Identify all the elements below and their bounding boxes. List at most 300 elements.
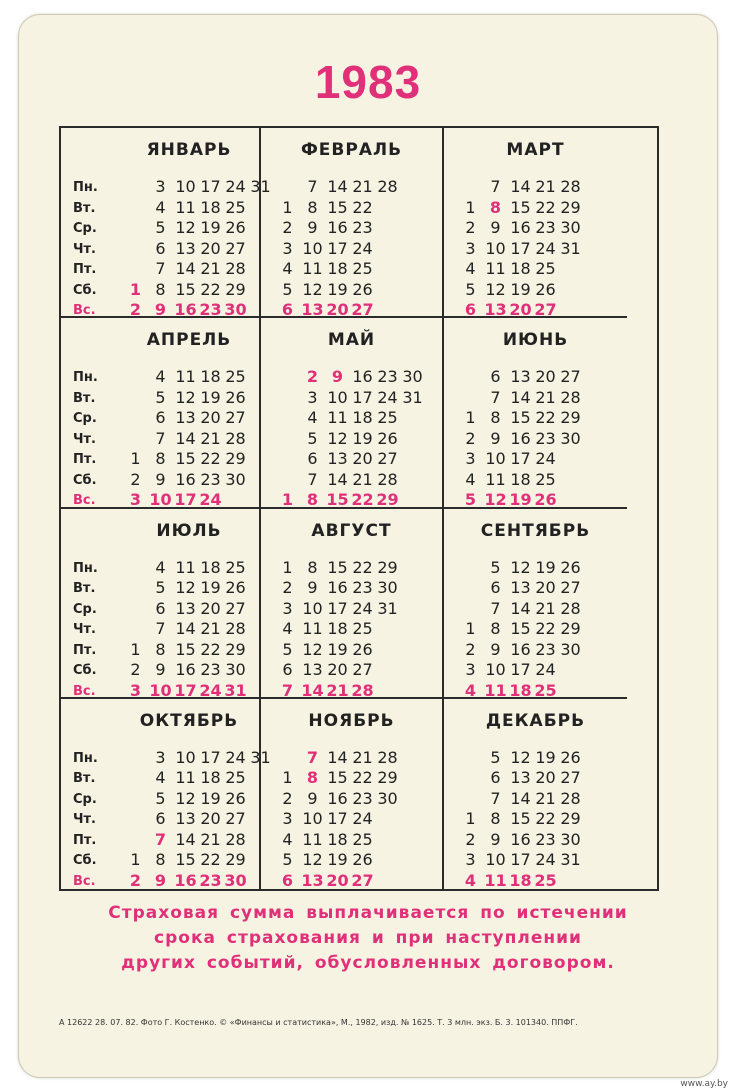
date <box>123 768 148 789</box>
date: 26 <box>225 387 246 407</box>
date: 23 <box>352 788 373 808</box>
date <box>123 177 148 198</box>
date <box>123 809 148 830</box>
calendar-grid <box>59 126 659 891</box>
date: 8 <box>155 449 166 469</box>
date: 30 <box>377 788 398 808</box>
date: 9 <box>490 639 501 659</box>
week-column <box>458 558 483 702</box>
date <box>123 429 148 450</box>
date: 3 <box>155 177 166 196</box>
date: 9 <box>155 469 166 489</box>
date: 10 <box>302 238 323 258</box>
date: 19 <box>535 747 556 767</box>
date: 22 <box>352 197 373 217</box>
date: 6 <box>490 367 501 387</box>
date <box>558 280 583 301</box>
week-column <box>508 558 533 702</box>
date: 2 <box>465 829 476 849</box>
date: 26 <box>352 639 373 659</box>
date: 13 <box>175 809 196 829</box>
calendar-card <box>18 14 718 1078</box>
date <box>458 768 483 789</box>
date: 27 <box>225 598 246 618</box>
date <box>375 809 400 830</box>
date: 27 <box>560 578 581 597</box>
date: 21 <box>200 829 221 849</box>
date <box>275 748 300 769</box>
holiday-date: 27 <box>351 870 374 890</box>
weekday-label: Сб. <box>73 663 97 678</box>
date: 7 <box>490 177 501 196</box>
week-column <box>508 748 533 892</box>
date: 10 <box>175 177 196 196</box>
date: 2 <box>282 578 293 597</box>
date: 17 <box>200 177 221 196</box>
date: 11 <box>175 557 196 577</box>
week-column <box>533 558 558 702</box>
holiday-date: 18 <box>509 870 532 890</box>
date: 1 <box>465 619 476 638</box>
date <box>558 660 583 681</box>
date: 6 <box>155 598 166 618</box>
date: 4 <box>307 408 318 428</box>
date: 18 <box>327 619 348 638</box>
date: 10 <box>327 387 348 407</box>
date: 22 <box>535 197 556 217</box>
date: 7 <box>490 598 501 618</box>
holiday-date: 1 <box>281 490 294 510</box>
date: 1 <box>130 639 141 659</box>
date: 20 <box>352 449 373 469</box>
week-column <box>350 748 375 892</box>
date: 11 <box>302 829 323 849</box>
month-cell <box>444 509 627 699</box>
date: 15 <box>510 809 531 829</box>
week-column <box>198 177 223 321</box>
date: 26 <box>225 578 246 597</box>
date <box>375 640 400 661</box>
date: 21 <box>535 788 556 808</box>
weeks <box>123 367 248 511</box>
holiday-date: 10 <box>149 680 172 700</box>
date: 8 <box>490 809 501 829</box>
weekday-labels <box>73 178 113 322</box>
date: 24 <box>352 809 373 829</box>
date: 24 <box>225 177 246 196</box>
holiday-date: 30 <box>224 870 247 890</box>
holiday-date: 8 <box>306 490 319 510</box>
date: 9 <box>307 218 318 237</box>
weekday-label: Сб. <box>73 853 97 869</box>
weekday-label: Пт. <box>73 642 97 658</box>
date: 26 <box>560 747 581 767</box>
week-column <box>123 558 148 702</box>
date: 12 <box>175 387 196 407</box>
holiday-date: 30 <box>224 300 247 319</box>
date: 12 <box>510 557 531 577</box>
week-column <box>508 177 533 321</box>
date: 30 <box>560 428 581 448</box>
date: 25 <box>535 259 556 278</box>
date: 4 <box>155 197 166 217</box>
date: 14 <box>327 177 348 196</box>
date <box>275 177 300 198</box>
date: 15 <box>327 768 348 788</box>
date <box>558 470 583 491</box>
date: 28 <box>560 598 581 618</box>
date: 28 <box>225 619 246 638</box>
date: 13 <box>510 578 531 597</box>
date: 12 <box>175 788 196 808</box>
date: 6 <box>490 768 501 788</box>
week-column <box>148 748 173 892</box>
weekday-label: Вс. <box>73 303 96 318</box>
month-name: НОЯБРЬ <box>308 710 395 731</box>
footer-line: других событий, обусловленных договором. <box>121 953 615 973</box>
date: 12 <box>302 639 323 659</box>
week-column <box>350 558 375 702</box>
date: 29 <box>560 619 581 638</box>
date: 31 <box>402 387 423 407</box>
month-name: МАЙ <box>327 330 376 351</box>
date: 2 <box>282 788 293 808</box>
date <box>375 619 400 640</box>
holiday-date: 15 <box>326 490 349 510</box>
date: 30 <box>560 829 581 849</box>
holiday-date: 23 <box>199 870 222 890</box>
date <box>375 198 400 219</box>
date: 3 <box>282 809 293 829</box>
date <box>375 871 400 892</box>
date: 3 <box>307 387 318 407</box>
month-name: СЕНТЯБРЬ <box>480 520 591 541</box>
month-cell <box>261 699 444 889</box>
week-column <box>300 367 325 511</box>
date: 22 <box>352 768 373 788</box>
weeks <box>275 367 425 511</box>
date: 28 <box>225 259 246 278</box>
date: 4 <box>282 619 293 638</box>
date: 25 <box>225 557 246 577</box>
date <box>123 619 148 640</box>
week-column <box>458 367 483 511</box>
date: 19 <box>200 387 221 407</box>
date: 10 <box>485 660 506 679</box>
holiday-date: 29 <box>376 490 399 510</box>
holiday-date: 6 <box>281 870 294 890</box>
week-column <box>173 367 198 511</box>
date: 5 <box>307 428 318 448</box>
date: 26 <box>225 788 246 808</box>
date: 1 <box>282 197 293 217</box>
date: 29 <box>377 768 398 788</box>
date: 21 <box>352 469 373 489</box>
date: 16 <box>510 218 531 237</box>
date: 19 <box>327 850 348 870</box>
holiday-date: 6 <box>281 300 294 319</box>
date: 12 <box>510 747 531 767</box>
weeks <box>458 177 583 321</box>
date: 6 <box>155 809 166 829</box>
date: 29 <box>560 809 581 829</box>
date: 19 <box>200 788 221 808</box>
holiday-date: 26 <box>534 490 557 510</box>
holiday-date: 24 <box>199 680 222 700</box>
date <box>558 449 583 470</box>
holiday-date: 7 <box>306 747 319 767</box>
date: 1 <box>282 557 293 577</box>
date: 23 <box>535 428 556 448</box>
holiday-date: 13 <box>301 300 324 319</box>
date: 30 <box>560 639 581 659</box>
date <box>123 218 148 239</box>
date <box>400 449 425 470</box>
week-column <box>375 177 400 321</box>
date: 10 <box>302 598 323 618</box>
date <box>123 198 148 219</box>
date: 28 <box>377 747 398 767</box>
date: 5 <box>490 747 501 767</box>
date: 13 <box>175 238 196 258</box>
holiday-date: 21 <box>326 680 349 700</box>
week-column <box>558 177 583 321</box>
date: 16 <box>327 578 348 597</box>
holiday-date: 17 <box>174 490 197 510</box>
week-column <box>223 177 248 321</box>
holiday-date: 2 <box>129 870 142 890</box>
date: 11 <box>485 469 506 489</box>
date: 19 <box>510 279 531 299</box>
date: 18 <box>200 557 221 577</box>
date: 15 <box>175 449 196 469</box>
date <box>275 470 300 491</box>
weekday-label: Вс. <box>73 493 96 509</box>
date: 10 <box>485 238 506 258</box>
date <box>458 599 483 620</box>
date: 15 <box>175 639 196 659</box>
date: 18 <box>352 408 373 428</box>
weeks <box>123 748 273 892</box>
date: 28 <box>377 469 398 489</box>
date: 30 <box>377 578 398 597</box>
week-column <box>325 558 350 702</box>
date: 21 <box>200 619 221 638</box>
weekday-label: Чт. <box>73 241 96 257</box>
week-column <box>325 177 350 321</box>
week-column <box>533 748 558 892</box>
week-column <box>350 177 375 321</box>
date: 11 <box>302 619 323 638</box>
weekday-labels <box>73 368 113 512</box>
date <box>458 558 483 579</box>
date: 8 <box>490 408 501 428</box>
date <box>375 239 400 260</box>
date: 25 <box>225 197 246 217</box>
date: 13 <box>510 367 531 387</box>
date: 25 <box>352 259 373 278</box>
week-column <box>458 177 483 321</box>
date: 10 <box>485 449 506 469</box>
imprint-text: А 12622 28. 07. 82. Фото Г. Костенко. © «Финансы и статистика», М., 1982, изд. № 1625. Т. 3 млн. экз. Б. 3. 101340. ППФГ. <box>59 1018 578 1027</box>
date: 9 <box>490 428 501 448</box>
date: 27 <box>225 408 246 428</box>
date: 13 <box>510 768 531 788</box>
date: 18 <box>200 367 221 387</box>
month-name: ДЕКАБРЬ <box>485 710 586 731</box>
date: 5 <box>155 387 166 407</box>
date: 19 <box>200 578 221 597</box>
date: 24 <box>225 747 246 767</box>
month-cell <box>61 699 271 890</box>
date: 5 <box>155 788 166 808</box>
date <box>123 748 148 769</box>
week-column <box>173 748 198 892</box>
date <box>123 578 148 599</box>
date: 1 <box>465 809 476 829</box>
date: 16 <box>175 469 196 489</box>
date <box>123 259 148 280</box>
date: 12 <box>485 279 506 299</box>
weekday-label: Пн. <box>73 560 98 576</box>
date: 9 <box>307 578 318 597</box>
week-column <box>533 367 558 511</box>
date <box>375 280 400 301</box>
date: 4 <box>155 367 166 387</box>
date: 8 <box>155 639 166 659</box>
date: 29 <box>225 639 246 659</box>
weekday-label: Вт. <box>73 581 96 596</box>
date: 15 <box>510 619 531 638</box>
week-column <box>148 367 173 511</box>
week-column <box>173 558 198 702</box>
date: 17 <box>327 238 348 258</box>
date: 3 <box>282 238 293 258</box>
weekday-label: Сб. <box>73 472 97 488</box>
holiday-date: 31 <box>224 680 247 700</box>
week-column <box>558 558 583 702</box>
date: 28 <box>560 177 581 196</box>
week-column <box>533 177 558 321</box>
date <box>375 830 400 851</box>
date: 24 <box>535 850 556 870</box>
date: 4 <box>282 829 293 849</box>
date: 9 <box>155 660 166 679</box>
week-column <box>223 367 248 511</box>
date: 16 <box>327 218 348 237</box>
date: 9 <box>307 788 318 808</box>
month-cell <box>444 699 627 889</box>
date: 22 <box>352 557 373 577</box>
date: 8 <box>307 557 318 577</box>
date: 30 <box>225 469 246 489</box>
date <box>123 239 148 260</box>
date: 21 <box>352 747 373 767</box>
date: 26 <box>560 557 581 577</box>
date: 27 <box>225 238 246 258</box>
date: 6 <box>490 578 501 597</box>
week-column <box>483 177 508 321</box>
date: 27 <box>377 449 398 469</box>
date: 31 <box>250 747 271 767</box>
date: 21 <box>200 259 221 278</box>
date <box>458 578 483 599</box>
date: 12 <box>302 850 323 870</box>
date: 18 <box>327 829 348 849</box>
month-cell <box>61 318 261 508</box>
holiday-date: 4 <box>464 680 477 700</box>
date: 14 <box>175 619 196 638</box>
date: 31 <box>560 850 581 870</box>
date: 24 <box>535 449 556 469</box>
month-cell <box>261 128 444 318</box>
week-column <box>458 748 483 892</box>
date: 22 <box>200 279 221 299</box>
month-name: АВГУСТ <box>311 520 392 541</box>
weekday-label: Пн. <box>73 180 98 195</box>
month-name: ЯНВАРЬ <box>146 140 232 160</box>
date: 15 <box>510 197 531 217</box>
date: 29 <box>377 557 398 577</box>
week-column <box>148 558 173 702</box>
date: 14 <box>510 177 531 196</box>
week-column <box>198 367 223 511</box>
date: 17 <box>327 809 348 829</box>
week-column <box>275 748 300 892</box>
holiday-date: 18 <box>509 680 532 700</box>
footer-line: срока страхования и при наступлении <box>154 928 582 948</box>
week-column <box>558 367 583 511</box>
date: 14 <box>175 259 196 278</box>
date: 23 <box>352 218 373 237</box>
holiday-date: 25 <box>534 870 557 890</box>
date <box>275 367 300 388</box>
weekday-label: Пт. <box>73 262 97 277</box>
date: 23 <box>200 469 221 489</box>
holiday-date: 23 <box>199 300 222 319</box>
month-cell <box>61 128 271 319</box>
date: 17 <box>327 598 348 618</box>
date: 21 <box>535 177 556 196</box>
holiday-date: 1 <box>129 279 142 299</box>
date: 5 <box>490 557 501 577</box>
date: 18 <box>510 259 531 278</box>
date: 25 <box>225 367 246 387</box>
date: 3 <box>465 449 476 469</box>
month-cell <box>444 318 627 508</box>
date: 27 <box>225 809 246 829</box>
holiday-date: 2 <box>306 367 319 387</box>
date: 20 <box>327 660 348 679</box>
month-name: ОКТЯБРЬ <box>139 710 239 731</box>
date: 3 <box>465 850 476 870</box>
weekday-label: Вт. <box>73 200 96 216</box>
holiday-date: 8 <box>489 197 502 217</box>
holiday-date: 9 <box>331 367 344 387</box>
holiday-date: 20 <box>326 870 349 890</box>
date: 13 <box>175 408 196 428</box>
week-column <box>123 367 148 511</box>
date: 11 <box>175 197 196 217</box>
month-cell <box>61 509 261 699</box>
weekday-label: Пн. <box>73 750 98 766</box>
date: 16 <box>510 639 531 659</box>
date: 6 <box>155 238 166 258</box>
weekday-label: Чт. <box>73 812 96 828</box>
date: 11 <box>175 768 196 788</box>
date: 4 <box>155 768 166 788</box>
date <box>375 850 400 871</box>
